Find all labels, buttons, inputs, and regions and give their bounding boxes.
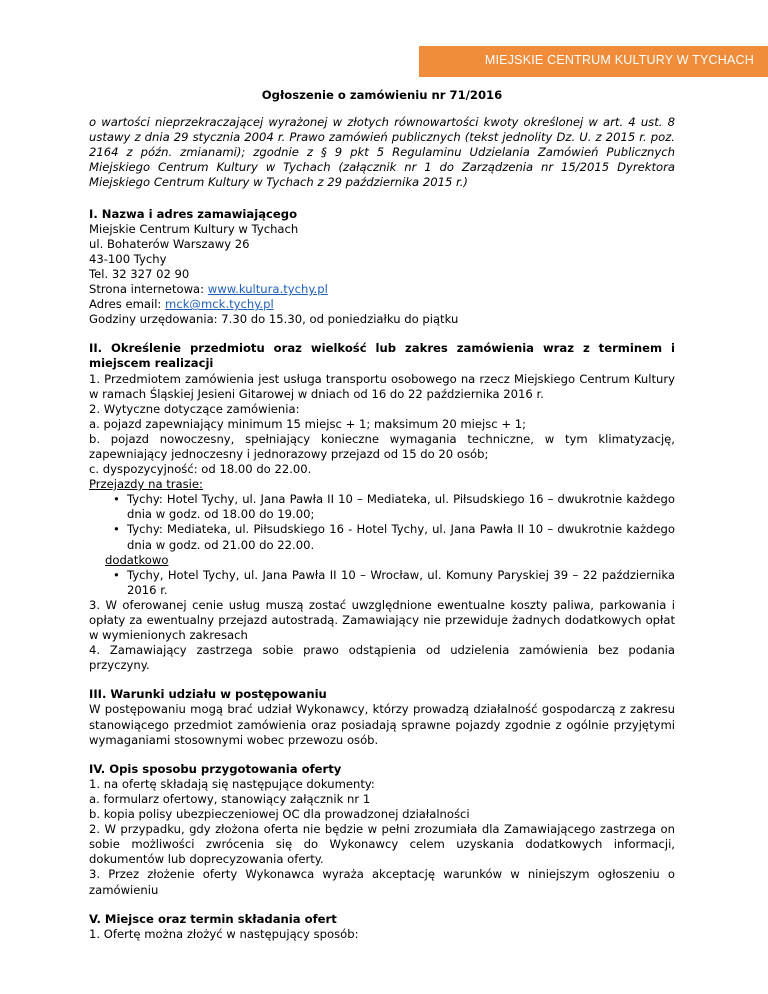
bullet-icon: • [113, 492, 120, 507]
section-1-heading: I. Nazwa i adres zamawiającego [89, 206, 298, 221]
additional-label: dodatkowo [105, 552, 169, 567]
office-hours: Godziny urzędowania: 7.30 do 15.30, od poniedziałku do piątku [89, 312, 459, 327]
section-2-heading: II. Określenie przedmiotu oraz wielkość lub zakres zamówienia wraz z terminem i miejscem realizacji [89, 341, 675, 371]
website-link[interactable]: www.kultura.tychy.pl [207, 282, 328, 297]
section-2-paragraph-2: 2. Wytyczne dotyczące zamówienia: [89, 401, 300, 416]
route-item [115, 522, 675, 552]
section-2-paragraph-4: 4. Zamawiający zastrzega sobie prawo odstąpienia od udzielenia zamówienia bez podania przyczyny. [89, 643, 675, 673]
document-body [89, 88, 675, 956]
section-5-paragraph-1: 1. Ofertę można złożyć w następujący sposób: [89, 926, 359, 941]
section-2-paragraph-1: 1. Przedmiotem zamówienia jest usługa transportu osobowego na rzecz Miejskiego Centrum Kultury w ramach Śląskiej Jesieni Gitarowej w dniach od 16 do 22 października 2016 r. [89, 371, 675, 401]
section-4-heading: IV. Opis sposobu przygotowania oferty [89, 761, 342, 776]
document-intro: o wartości nieprzekraczającej wyrażonej w złotych równowartości kwoty określonej w art. 4 ust. 8 ustawy z dnia 29 stycznia 2004 r. Prawo zamówień publicznych (tekst jednolity Dz. U. z 2015 r. poz. 2164 z późn. zmianami); zgodnie z § 9 pkt 5 Regulaminu Udzielania Zamówień Publicznych Miejskiego Centrum Kultury w Tychach (załącznik nr 1 do Zarządzenia nr 15/2015 Dyrektora Miejskiego Centrum Kultury w Tychach z 29 października 2015 r.) [89, 115, 675, 190]
section-5-heading: V. Miejsce oraz termin składania ofert [89, 911, 337, 926]
section-2 [89, 341, 675, 673]
contracting-authority-name: Miejskie Centrum Kultury w Tychach [89, 221, 299, 236]
route-text: Tychy: Hotel Tychy, ul. Jana Pawła II 10 – Mediateka, ul. Piłsudskiego 16 – dwukrotnie każdego dnia w godz. od 18.00 do 19.00; [127, 492, 675, 522]
section-5 [89, 912, 675, 942]
header-title: MIEJSKIE CENTRUM KULTURY W TYCHACH [484, 53, 754, 67]
route-item [115, 492, 675, 522]
guideline-a: a. pojazd zapewniający minimum 15 miejsc + 1; maksimum 20 miejsc + 1; [89, 416, 527, 431]
additional-routes-list [89, 568, 675, 598]
section-3 [89, 687, 675, 747]
section-2-paragraph-3: 3. W oferowanej cenie usług muszą zostać uwzględnione ewentualne koszty paliwa, parkowania i opłaty za ewentualny przejazd autostradą. Zamawiający nie przewiduje żadnych dodatkowych opłat w wymienionych zakresach [89, 597, 675, 643]
document-title: Ogłoszenie o zamówieniu nr 71/2016 [261, 88, 503, 102]
email-link[interactable]: mck@mck.tychy.pl [165, 297, 274, 312]
bullet-icon: • [113, 567, 120, 582]
section-1 [89, 207, 675, 328]
guideline-c: c. dyspozycyjność: od 18.00 do 22.00. [89, 462, 312, 477]
section-3-heading: III. Warunki udziału w postępowaniu [89, 687, 327, 702]
section-4-paragraph-2: 2. W przypadku, gdy złożona oferta nie będzie w pełni zrozumiała dla Zamawiającego zastrzega on sobie możliwości zwrócenia się do Wykonawcy celem uzyskania dodatkowych informacji, dokumentów lub doprecyzowania oferty. [89, 822, 675, 867]
document-b: b. kopia polisy ubezpieczeniowej OC dla prowadzonej działalności [89, 807, 470, 822]
header-band [419, 46, 768, 77]
route-item [115, 568, 675, 598]
guideline-b: b. pojazd nowoczesny, spełniający konieczne wymagania techniczne, w tym klimatyzację, zapewniający jednoczesny i jednorazowy przejazd od 15 do 20 osób; [89, 431, 675, 461]
section-4-paragraph-3: 3. Przez złożenie oferty Wykonawca wyraża akceptację warunków w niniejszym ogłoszeniu o zamówieniu [89, 867, 675, 897]
phone: Tel. 32 327 02 90 [89, 266, 190, 281]
bullet-icon: • [113, 522, 120, 537]
city: 43-100 Tychy [89, 251, 167, 266]
email-label: Adres email: [89, 297, 166, 312]
website-line [89, 282, 675, 297]
street-address: ul. Bohaterów Warszawy 26 [89, 236, 250, 251]
email-line [89, 297, 675, 312]
route-text: Tychy: Mediateka, ul. Piłsudskiego 16 - Hotel Tychy, ul. Jana Pawła II 10 – dwukrotnie każdego dnia w godz. od 21.00 do 22.00. [127, 522, 675, 552]
website-label: Strona internetowa: [89, 282, 208, 297]
routes-label: Przejazdy na trasie: [89, 477, 203, 492]
section-3-paragraph-1: W postępowaniu mogą brać udział Wykonawcy, którzy prowadzą działalność gospodarczą z zakresu stanowiącego przedmiot zamówienia oraz posiadają sprawne pojazdy zgodnie z ogólnie przyjętymi wymaganiami stosownymi wobec przewozu osób. [89, 702, 675, 747]
route-text: Tychy, Hotel Tychy, ul. Jana Pawła II 10 – Wrocław, ul. Komuny Paryskiej 39 – 22 października 2016 r. [127, 567, 675, 597]
routes-list [89, 492, 675, 552]
document-a: a. formularz ofertowy, stanowiący załącznik nr 1 [89, 791, 371, 806]
section-4-paragraph-1: 1. na ofertę składają się następujące dokumenty: [89, 776, 375, 791]
section-4 [89, 762, 675, 898]
